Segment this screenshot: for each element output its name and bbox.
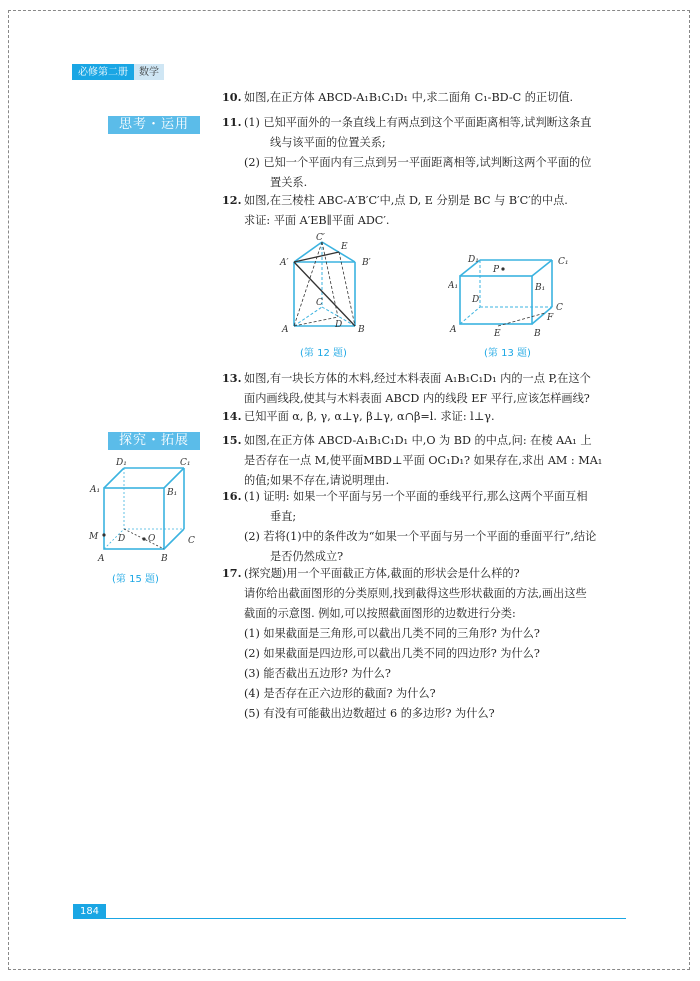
svg-text:C: C [188, 536, 195, 546]
question-14: 14. 已知平面 α, β, γ, α⊥γ, β⊥γ, α∩β=l. 求证: l⊥γ. [222, 409, 495, 423]
subject-title: 数学 [134, 64, 164, 80]
figure-13-cuboid [448, 252, 578, 337]
svg-text:A: A [282, 325, 289, 335]
footer-rule [106, 918, 626, 919]
question-10: 10. 如图,在正方体 ABCD-A₁B₁C₁D₁ 中,求二面角 C₁-BD-C 的正切值. [222, 90, 574, 104]
question-12: 12. 如图,在三棱柱 ABC-A′B′C′中,点 D, E 分别是 BC 与 B′C′的中点. 求证: 平面 A′EB∥平面 ADC′. [222, 193, 568, 227]
svg-text:F: F [547, 313, 554, 323]
svg-text:A₁: A₁ [90, 485, 101, 495]
svg-text:O: O [148, 534, 156, 544]
svg-text:D: D [118, 534, 126, 544]
svg-text:D: D [472, 295, 480, 305]
svg-text:C′: C′ [316, 233, 325, 243]
svg-text:B: B [534, 329, 541, 337]
question-16: 16. (1) 证明: 如果一个平面与另一个平面的垂线平行,那么这两个平面互相 垂直; (2) 若将(1)中的条件改为“如果一个平面与另一个平面的垂面平行”,结论 是否仍然成立? [222, 489, 597, 563]
svg-text:B: B [358, 325, 365, 335]
question-11: 11. (1) 已知平面外的一条直线上有两点到这个平面距离相等,试判断这条直 线与该平面的位置关系; (2) 已知一个平面内有三点到另一平面距离相等,试判断这两个平面的位 置关系. [222, 115, 592, 189]
svg-text:E: E [494, 329, 501, 337]
figure-13-caption: (第 13 题) [484, 348, 531, 359]
section-explore-extend: 探究・拓展 [108, 432, 200, 450]
svg-text:C₁: C₁ [180, 458, 191, 468]
q17-item: (4) 是否存在正六边形的截面? 为什么? [244, 687, 436, 700]
svg-text:B₁: B₁ [167, 488, 178, 498]
svg-text:C: C [316, 298, 323, 308]
section-think-apply: 思考・运用 [108, 116, 200, 134]
svg-text:M: M [89, 532, 99, 542]
page-number: 184 [73, 904, 106, 919]
svg-text:B′: B′ [362, 258, 371, 268]
svg-text:D₁: D₁ [468, 255, 479, 265]
figure-12-caption: (第 12 题) [300, 348, 347, 359]
svg-text:D₁: D₁ [116, 458, 127, 468]
svg-text:D: D [335, 320, 343, 330]
q17-item: (1) 如果截面是三角形,可以截出几类不同的三角形? 为什么? [244, 627, 540, 640]
header-tag [72, 64, 164, 80]
svg-text:A: A [450, 325, 457, 335]
svg-text:B₁: B₁ [535, 283, 546, 293]
figure-15-caption: (第 15 题) [112, 574, 159, 585]
q17-item: (3) 能否截出五边形? 为什么? [244, 667, 391, 680]
svg-text:A₁: A₁ [448, 281, 459, 291]
book-title: 必修第二册 [72, 64, 134, 80]
svg-text:C₁: C₁ [558, 257, 569, 267]
figure-12-prism [272, 232, 382, 337]
svg-text:P: P [493, 265, 500, 275]
q17-item: (2) 如果截面是四边形,可以截出几类不同的四边形? 为什么? [244, 647, 540, 660]
question-13: 13. 如图,有一块长方体的木料,经过木料表面 A₁B₁C₁D₁ 内的一点 P,在这个 面内画线段,使其与木料表面 ABCD 内的线段 EF 平行,应该怎样画线? [222, 371, 591, 405]
figure-15-cube [84, 455, 204, 570]
svg-text:C: C [556, 303, 563, 313]
question-15: 15. 如图,在正方体 ABCD-A₁B₁C₁D₁ 中,O 为 BD 的中点,问: 在棱 AA₁ 上 是否存在一点 M,使平面MBD⊥平面 OC₁D₁? 如果存在,求出 AM : MA₁ 的值;如果不存在,请说明理由. [222, 433, 603, 487]
svg-text:E: E [341, 242, 348, 252]
question-17: 17. (探究题)用一个平面截正方体,截面的形状会是什么样的? 请你给出截面图形的分类原则,找到截得这些形状截面的方法,画出这些 截面的示意图. 例如,可以按照截面图形的边数进行分类: (1) 如果截面是三角形,可以截出几类不同的三角形? 为什么? (2) 如果截面是四边形,可以截出几类不同的四边形? 为什么? (3) 能否截出五边形? 为什么? (4) 是否存在正六边形的截面? 为什么? (5) 有没有可能截出边数超过 6 的多边形? 为什么? [222, 563, 632, 724]
q17-item: (5) 有没有可能截出边数超过 6 的多边形? 为什么? [244, 707, 495, 720]
svg-text:A′: A′ [280, 258, 289, 268]
svg-text:A: A [98, 554, 105, 564]
svg-text:B: B [161, 554, 168, 564]
